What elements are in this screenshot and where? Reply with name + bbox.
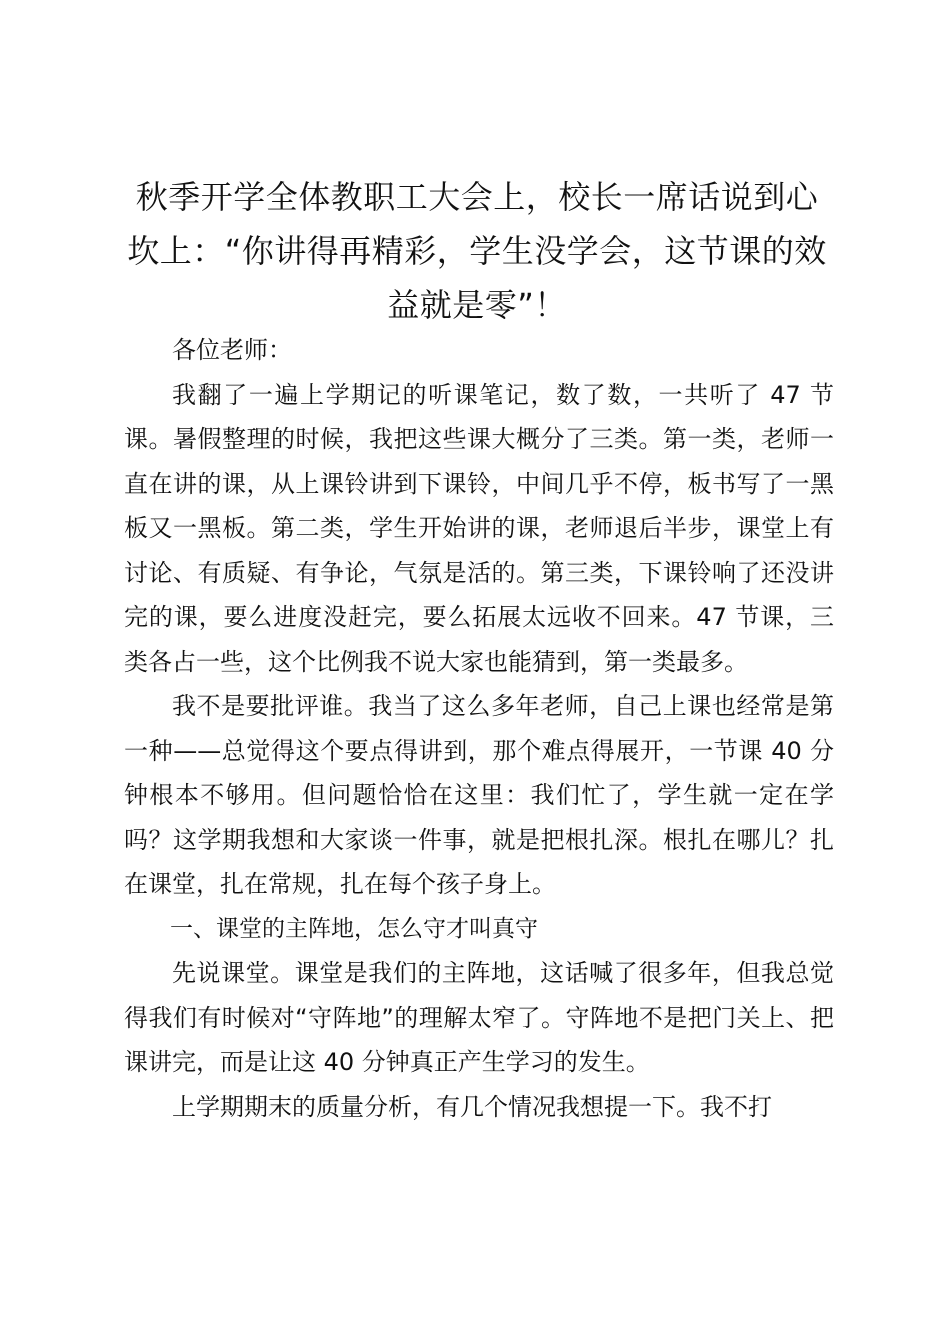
section-heading: 一、课堂的主阵地，怎么守才叫真守 (170, 915, 538, 942)
body-paragraph: 我不是要批评谁。我当了这么多年老师，自己上课也经常是第一种——总觉得这个要点得讲到，那个难点得展开，一节课 40 分钟根本不够用。但问题恰恰在这里：我们忙了，学生就一定在学吗？这学期我想和大家谈一件事，就是把根扎深。根扎在哪儿？扎在课堂，扎在常规，扎在每个孩子身上。 (124, 692, 834, 898)
salutation: 各位老师： (172, 336, 292, 364)
body-paragraph: 先说课堂。课堂是我们的主阵地，这话喊了很多年，但我总觉得我们有时候对“守阵地”的理解太窄了。守阵地不是把门关上、把课讲完，而是让这 40 分钟真正产生学习的发生。 (124, 959, 834, 1076)
body-paragraph: 上学期期末的质量分析，有几个情况我想提一下。我不打 (172, 1092, 772, 1121)
document-title: 秋季开学全体教职工大会上，校长一席话说到心坎上：“你讲得再精彩，学生没学会，这节课的效益就是零”！ (127, 178, 827, 324)
document-body (124, 328, 834, 1129)
body-paragraph: 我翻了一遍上学期记的听课笔记，数了数，一共听了 47 节课。暑假整理的时候，我把这些课大概分了三类。第一类，老师一直在讲的课，从上课铃讲到下课铃，中间几乎不停，板书写了一黑板又一黑板。第二类，学生开始讲的课，老师退后半步，课堂上有讨论、有质疑、有争论，气氛是活的。第三类，下课铃响了还没讲完的课，要么进度没赶完，要么拓展太远收不回来。47 节课，三类各占一些，这个比例我不说大家也能猜到，第一类最多。 (124, 380, 834, 676)
